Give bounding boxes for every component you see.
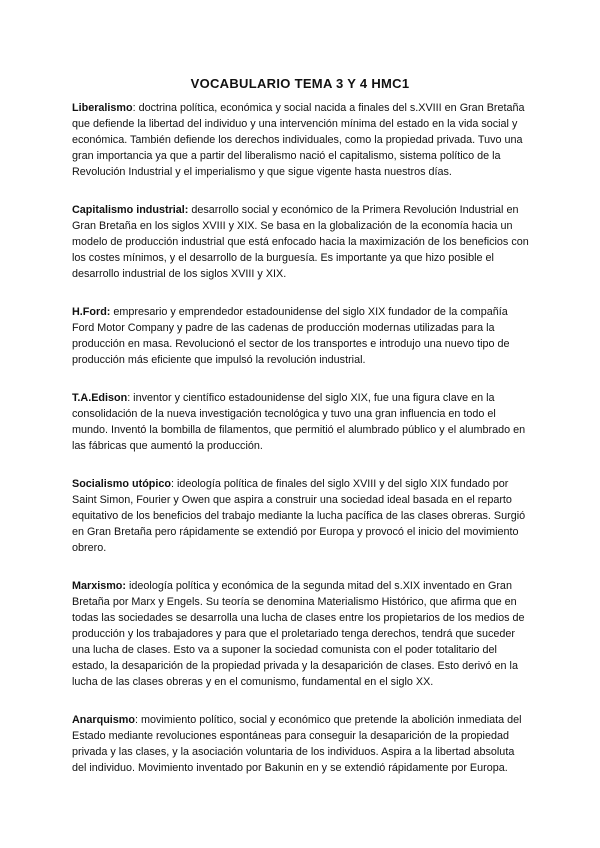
entry-socialismo-utopico <box>72 476 530 556</box>
entry-term: Liberalismo <box>72 102 133 114</box>
entry-definition: : movimiento político, social y económico que pretende la abolición inmediata del Estado mediante revoluciones espontáneas para conseguir la desaparición de la propiedad privada y las clases, y la asociación voluntaria de los individuos. Aspira a la libertad absoluta del individuo. Movimiento inventado por Bakunin en y se extendió rápidamente por Europa. <box>72 714 522 774</box>
vocabulary-list <box>72 100 530 798</box>
entry-term: Anarquismo <box>72 714 135 726</box>
entry-definition: empresario y emprendedor estadounidense del siglo XIX fundador de la compañía Ford Motor Company y padre de las cadenas de producción modernas utilizadas para la producción en masa. Revolucionó el sector de los transportes e introdujo una nuevo tipo de producción más eficiente que impulsó la revolución industrial. <box>72 306 510 366</box>
entry-t-a-edison <box>72 390 530 454</box>
entry-term: T.A.Edison <box>72 392 128 404</box>
entry-anarquismo <box>72 712 530 776</box>
entry-capitalismo-industrial <box>72 202 530 282</box>
entry-definition: : inventor y científico estadounidense del siglo XIX, fue una figura clave en la consolidación de la nueva investigación tecnológica y tuvo una gran influencia en todo el mundo. Inventó la bombilla de filamentos, que permitió el alumbrado público y el alumbrado en las fábricas que aumentó la producción. <box>72 392 526 452</box>
entry-h-ford <box>72 304 530 368</box>
document-title: VOCABULARIO TEMA 3 Y 4 HMC1 <box>190 76 410 91</box>
entry-term: Marxismo: <box>72 580 127 592</box>
entry-definition: ideología política y económica de la segunda mitad del s.XIX inventado en Gran Bretaña por Marx y Engels. Su teoría se denomina Materialismo Histórico, que afirma que en todas las sociedades se desarrolla una lucha de clases entre los propietarios de los medios de producción y los trabajadores y para que el proletariado tenga derechos, tendrá que suceder una lucha de clases. Esto va a suponer la sociedad comunista con el poder totalitario del estado, la desaparición de la propiedad privada y la desaparición de clases. Esto derivó en la lucha de las clases obreras y en el comunismo, fundamental en el siglo XX. <box>72 580 525 688</box>
entry-liberalismo <box>72 100 530 180</box>
entry-term: Capitalismo industrial: <box>72 204 189 216</box>
entry-term: Socialismo utópico <box>72 478 171 490</box>
entry-term: H.Ford: <box>72 306 111 318</box>
entry-definition: desarrollo social y económico de la Primera Revolución Industrial en Gran Bretaña en los siglos XVIII y XIX. Se basa en la globalización de la economía hacia un modelo de producción industrial que está enfocado hacia la maximización de los beneficios con los costes mínimos, y el desarrollo de la burguesía. Es importante ya que hizo posible el desarrollo industrial de los siglos XVIII y XIX. <box>72 204 529 280</box>
entry-marxismo <box>72 578 530 690</box>
entry-definition: : doctrina política, económica y social nacida a finales del s.XVIII en Gran Bretaña que defiende la libertad del individuo y una intervención mínima del estado en la vida social y económica. También defiende los derechos individuales, como la propiedad privada. Tuvo una gran importancia ya que a partir del liberalismo nació el capitalismo, sistema político de la Revolución Industrial y el imperialismo y que sigue vigente hasta nuestros días. <box>72 102 525 178</box>
entry-definition: : ideología política de finales del siglo XVIII y del siglo XIX fundado por Saint Simon, Fourier y Owen que aspira a construir una sociedad ideal basada en el reparto equitativo de los beneficios del trabajo mediante la lucha pacífica de las clases obreras. Surgió en Gran Bretaña pero rápidamente se extendió por Europa y provocó el inicio del movimiento obrero. <box>72 478 526 554</box>
